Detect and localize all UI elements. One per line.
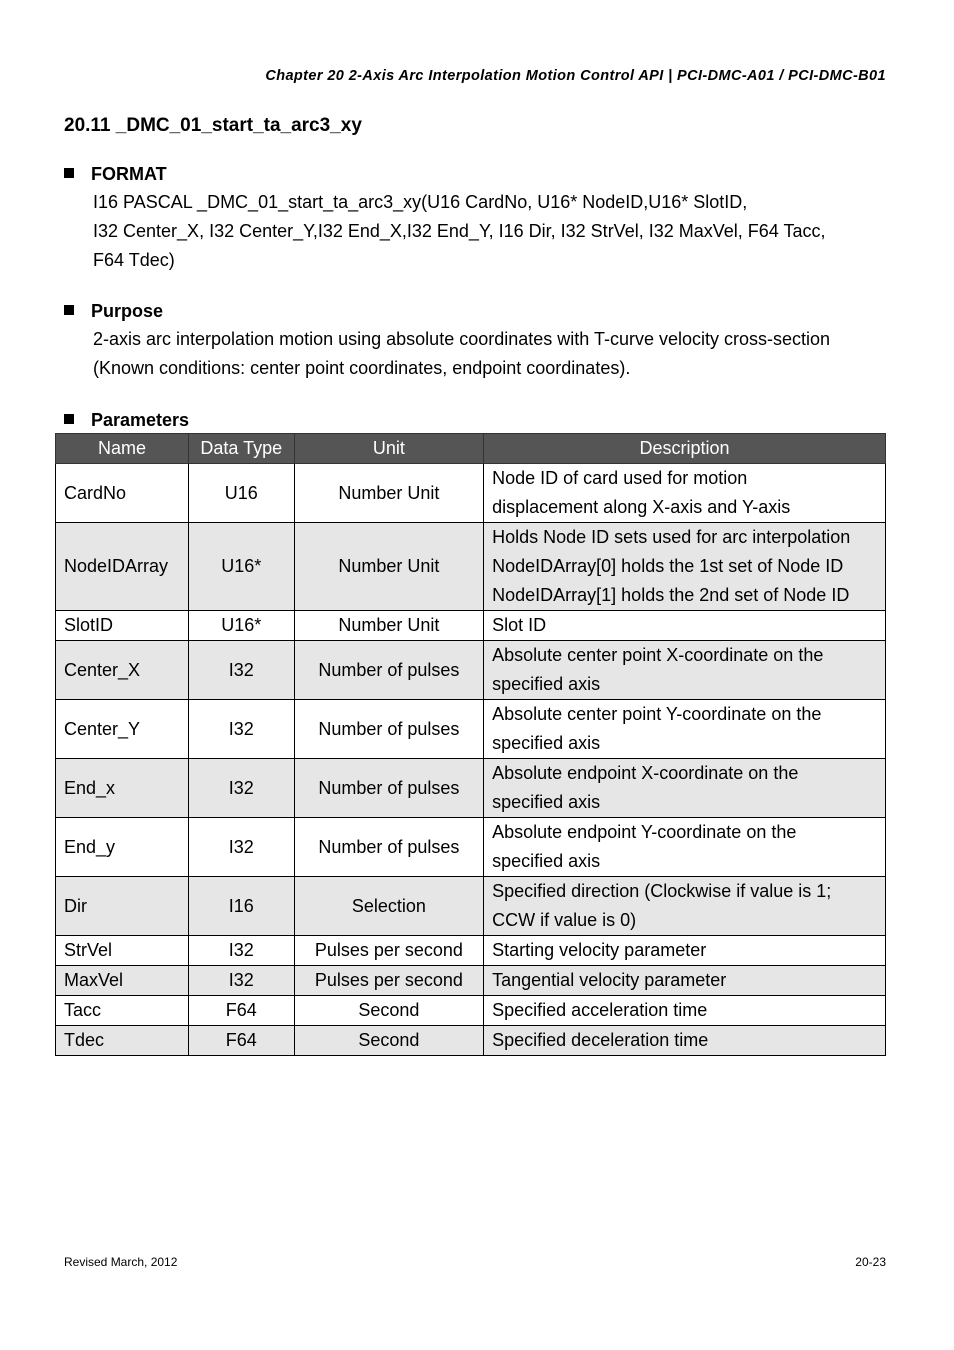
param-name: SlotID <box>56 611 189 641</box>
format-heading: FORMAT <box>91 164 167 184</box>
param-description <box>484 936 886 966</box>
table-row <box>56 523 886 611</box>
description-line: Specified deceleration time <box>492 1030 709 1050</box>
description-line: specified axis <box>492 792 601 812</box>
param-description <box>484 759 886 818</box>
table-row <box>56 464 886 523</box>
param-name: End_x <box>56 759 189 818</box>
column-header-description: Description <box>484 434 886 464</box>
description-line: Starting velocity parameter <box>492 940 707 960</box>
description-line: Tangential velocity parameter <box>492 970 727 990</box>
param-name: Center_Y <box>56 700 189 759</box>
param-description <box>484 611 886 641</box>
purpose-heading: Purpose <box>91 301 164 321</box>
param-name: CardNo <box>56 464 189 523</box>
param-unit: Number of pulses <box>294 759 483 818</box>
table-header-row <box>56 434 886 464</box>
description-line: displacement along X-axis and Y-axis <box>492 497 791 517</box>
table-row <box>56 611 886 641</box>
format-heading-row <box>64 160 894 188</box>
param-type: I32 <box>188 700 294 759</box>
param-unit: Selection <box>294 877 483 936</box>
section-title: 20.11 _DMC_01_start_ta_arc3_xy <box>64 115 362 136</box>
description-line: Specified direction (Clockwise if value is 1; <box>492 881 832 901</box>
parameters-heading: Parameters <box>91 410 190 430</box>
purpose-heading-row <box>64 297 894 325</box>
parameters-table <box>55 433 886 1056</box>
param-name: Tacc <box>56 996 189 1026</box>
param-description <box>484 464 886 523</box>
description-line: specified axis <box>492 733 601 753</box>
description-line: NodeIDArray[1] holds the 2nd set of Node ID <box>492 585 850 605</box>
column-header-unit: Unit <box>294 434 483 464</box>
param-unit: Second <box>294 996 483 1026</box>
column-header-data-type: Data Type <box>188 434 294 464</box>
param-type: U16* <box>188 611 294 641</box>
param-unit: Pulses per second <box>294 936 483 966</box>
param-description <box>484 641 886 700</box>
description-line: specified axis <box>492 674 601 694</box>
parameters-section <box>64 406 894 434</box>
bullet-square-icon <box>64 305 74 315</box>
format-line: I32 Center_X, I32 Center_Y,I32 End_X,I32 End_Y, I16 Dir, I32 StrVel, I32 MaxVel, F64 Tacc, <box>93 221 826 241</box>
param-type: I32 <box>188 936 294 966</box>
param-name: Dir <box>56 877 189 936</box>
table-row <box>56 966 886 996</box>
param-type: U16 <box>188 464 294 523</box>
purpose-section <box>64 297 894 383</box>
table-row <box>56 641 886 700</box>
description-line: Node ID of card used for motion <box>492 468 748 488</box>
purpose-line: 2-axis arc interpolation motion using absolute coordinates with T-curve velocity cross-section <box>93 329 831 349</box>
bullet-square-icon <box>64 168 74 178</box>
param-name: Center_X <box>56 641 189 700</box>
param-unit: Number Unit <box>294 464 483 523</box>
table-row <box>56 936 886 966</box>
param-name: NodeIDArray <box>56 523 189 611</box>
param-type: I16 <box>188 877 294 936</box>
description-line: Specified acceleration time <box>492 1000 708 1020</box>
footer-revision: Revised March, 2012 <box>64 1255 178 1269</box>
column-header-name: Name <box>56 434 189 464</box>
param-type: F64 <box>188 1026 294 1056</box>
table-row <box>56 1026 886 1056</box>
format-signature <box>93 188 894 275</box>
param-description <box>484 966 886 996</box>
bullet-square-icon <box>64 414 74 424</box>
param-unit: Number of pulses <box>294 818 483 877</box>
param-type: I32 <box>188 818 294 877</box>
param-unit: Number Unit <box>294 523 483 611</box>
param-description <box>484 700 886 759</box>
param-name: Tdec <box>56 1026 189 1056</box>
param-type: I32 <box>188 966 294 996</box>
description-line: Absolute endpoint X-coordinate on the <box>492 763 799 783</box>
description-line: specified axis <box>492 851 601 871</box>
param-description <box>484 523 886 611</box>
table-row <box>56 996 886 1026</box>
description-line: Absolute center point Y-coordinate on the <box>492 704 822 724</box>
param-name: StrVel <box>56 936 189 966</box>
format-line: F64 Tdec) <box>93 250 175 270</box>
format-section <box>64 160 894 275</box>
param-unit: Number of pulses <box>294 641 483 700</box>
param-unit: Second <box>294 1026 483 1056</box>
footer-page-number: 20-23 <box>855 1255 886 1269</box>
param-description <box>484 996 886 1026</box>
param-unit: Number Unit <box>294 611 483 641</box>
purpose-line: (Known conditions: center point coordinates, endpoint coordinates). <box>93 358 631 378</box>
table-row <box>56 818 886 877</box>
running-header: Chapter 20 2-Axis Arc Interpolation Motion Control API | PCI-DMC-A01 / PCI-DMC-B01 <box>265 68 886 84</box>
param-type: F64 <box>188 996 294 1026</box>
param-description <box>484 877 886 936</box>
description-line: CCW if value is 0) <box>492 910 637 930</box>
param-description <box>484 818 886 877</box>
description-line: Absolute center point X-coordinate on the <box>492 645 824 665</box>
param-description <box>484 1026 886 1056</box>
table-row <box>56 759 886 818</box>
table-row <box>56 700 886 759</box>
description-line: Holds Node ID sets used for arc interpolation <box>492 527 851 547</box>
description-line: Absolute endpoint Y-coordinate on the <box>492 822 797 842</box>
param-type: I32 <box>188 641 294 700</box>
description-line: NodeIDArray[0] holds the 1st set of Node ID <box>492 556 844 576</box>
table-row <box>56 877 886 936</box>
param-name: End_y <box>56 818 189 877</box>
param-type: U16* <box>188 523 294 611</box>
param-unit: Pulses per second <box>294 966 483 996</box>
purpose-text <box>93 325 894 383</box>
format-line: I16 PASCAL _DMC_01_start_ta_arc3_xy(U16 CardNo, U16* NodeID,U16* SlotID, <box>93 192 748 212</box>
param-unit: Number of pulses <box>294 700 483 759</box>
parameters-heading-row <box>64 406 894 434</box>
param-name: MaxVel <box>56 966 189 996</box>
param-type: I32 <box>188 759 294 818</box>
description-line: Slot ID <box>492 615 547 635</box>
